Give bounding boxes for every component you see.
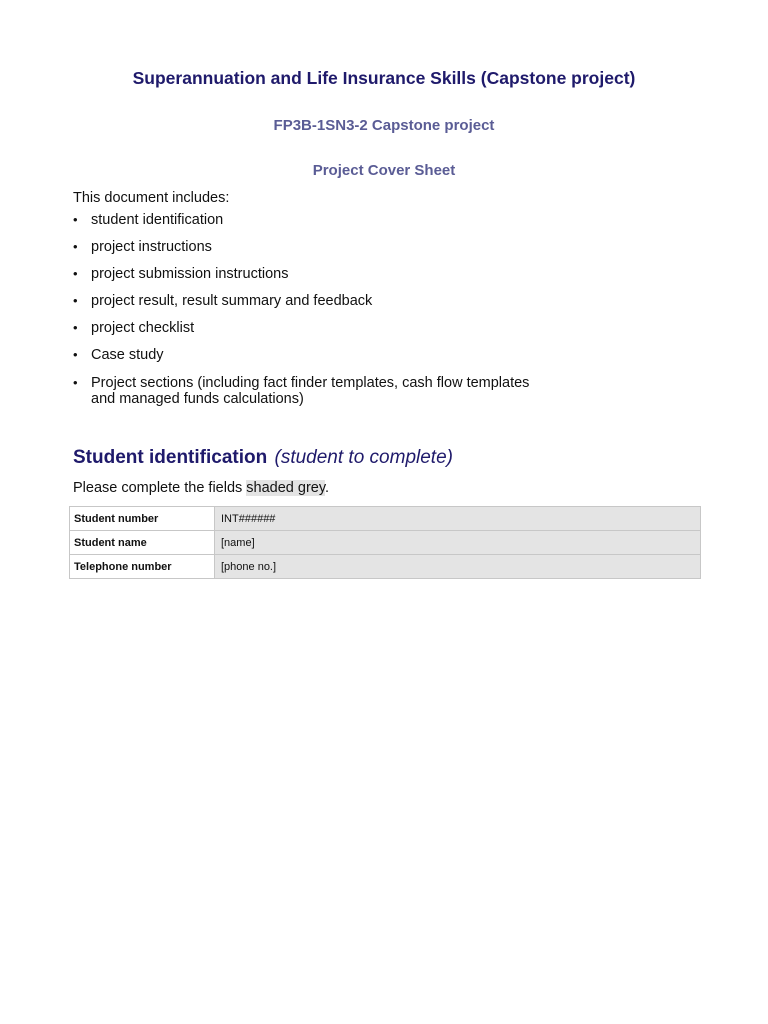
bullet-icon: • [73,212,78,227]
telephone-number-label: Telephone number [70,555,215,579]
bullet-icon: • [73,374,78,390]
telephone-number-field[interactable]: [phone no.] [215,555,701,579]
includes-list [73,212,543,418]
instruction-prefix: Please complete the fields [73,480,247,496]
cover-sheet-heading: Project Cover Sheet [312,162,456,179]
section-heading-note: (student to complete) [274,447,453,468]
student-name-field[interactable]: [name] [215,531,701,555]
bullet-icon: • [73,320,78,336]
bullet-icon: • [73,266,78,282]
list-item [73,239,543,256]
instruction-suffix: . [325,480,330,496]
bullet-icon: • [73,293,78,309]
table-row [70,507,701,531]
section-heading-title: Student identification [73,447,268,468]
list-item-text: student identification [91,212,224,228]
list-item-text: project result, result summary and feedback [91,293,373,310]
bullet-icon: • [73,239,78,255]
bullet-icon: • [73,347,78,363]
student-identification-table [69,506,701,579]
list-item-text: project checklist [91,320,195,337]
list-item-text: Case study [91,347,164,364]
list-item [73,293,543,310]
list-item-text: Project sections (including fact finder templates, cash flow templates and managed funds calculations) [91,374,530,408]
list-item-text: project submission instructions [91,266,289,283]
student-identification-heading [73,446,453,470]
student-number-field[interactable]: INT###### [215,507,701,531]
document-subtitle: FP3B-1SN3-2 Capstone project [273,117,495,134]
table-row [70,531,701,555]
list-item-text: project instructions [91,239,212,256]
table-row [70,555,701,579]
list-item [73,320,543,337]
fill-instructions [73,478,329,498]
student-number-label: Student number [70,507,215,531]
student-name-label: Student name [70,531,215,555]
shaded-grey-text: shaded grey [246,480,326,496]
list-item [73,347,543,364]
document-title: Superannuation and Life Insurance Skills (Capstone project) [132,68,636,88]
list-item [73,266,543,283]
intro-text: This document includes: [73,190,230,206]
list-item [73,375,543,408]
list-item [73,212,543,229]
